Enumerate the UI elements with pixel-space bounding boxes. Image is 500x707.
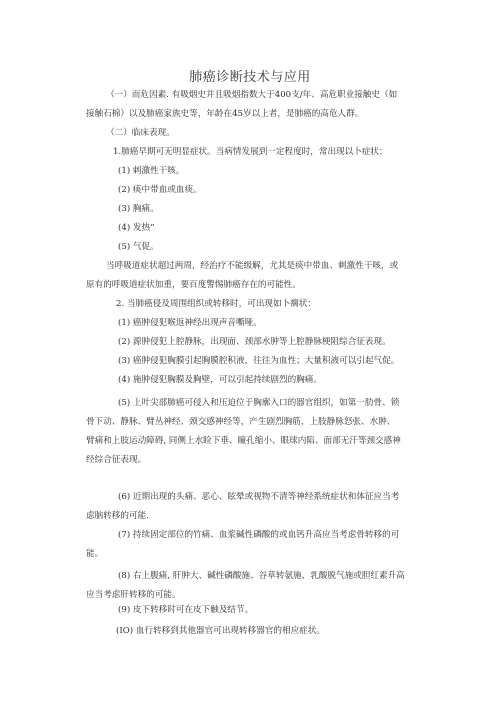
- item2-p6-line1: (6) 近期出现的头痛、恶心、眩晕或视物不清等神经系统症状和体征应当考: [118, 492, 400, 502]
- item2-p7-line1: (7) 持续固定部位的竹痛、血浆碱性磷酸的或血钙升高应当考虑骨转移的可: [118, 530, 400, 540]
- item2-p7: [86, 526, 399, 564]
- document-title: 肺癌诊断技术与应用: [189, 70, 311, 85]
- item2-p8-line2: 应当考虑肝转移的可能。: [86, 590, 181, 600]
- item2-p6-line2: 虑脑转移的可能.: [86, 511, 149, 521]
- item2-p9: (9) 皮下转移时可在皮下触及结节。: [118, 605, 254, 615]
- section1-line1: （一）而危因素. 有吸烟史并且吸烟指数大于400支/年、高危职业接触史（如: [106, 90, 398, 100]
- symptom-2: (2) 痰中带血或血痰。: [118, 185, 202, 195]
- symptom-4: (4) 发热“: [118, 223, 155, 233]
- item2-p5-line1: (5) 上叶尖部肺癌可侵入和压迫位于胸廓入口的器官组织，如第一肋骨、锁: [118, 398, 400, 408]
- item2-p10: (IO) 血行转移到其他器官可出现转移器官的相应症状。: [116, 626, 325, 636]
- item2-p8: [86, 567, 405, 605]
- item2-p4: (4) 施肿侵犯胸膜及胸壁，可以引起持续剧烈的胸痛。: [118, 375, 322, 385]
- item2-p7-line2: 能。: [86, 549, 104, 559]
- item1-note-line1: 当呼吸道症状超过两周，经治疗不能级解，尤其是痰中带血、刺激性干咳，或: [106, 261, 399, 271]
- symptom-5: (5) 气促。: [118, 242, 159, 252]
- item1-note-line2: 原有的呼吸道症状加重，要百度警惕肺癌存在的可能性。: [86, 280, 301, 290]
- item2-p5: [86, 394, 401, 470]
- symptom-1: (1) 剌激性干咳。: [118, 166, 185, 176]
- item2-p6: [86, 488, 399, 526]
- section1-line2: 接触石棉）以及肺癌家族史等，年龄在45岁以上者，是肺癌的高危人群。: [86, 109, 364, 119]
- item2-p5-line2: 骨下动、静脉、臂丛神经、颈交感神经等，产生剧烈胸筋，上肢静脉怒张、水肿、: [86, 417, 396, 427]
- section2-heading: （二）临床表现。: [106, 128, 175, 138]
- item2-p2: (2) 源肿侵犯上腔静脉，出现面、颈部水肿等上腔静脉梗阻综合征表现。: [118, 337, 391, 347]
- item2-intro: 2. 当肺癌侵及周围组织或转移时，可出现如卜瘸状：: [116, 299, 316, 309]
- item2-p8-line1: (8) 右上腹痛, 肝肿大、碱性磷酸施、谷草转氨施、乳酸脱气施或胆红素升高: [118, 571, 405, 581]
- item2-p1: (1) 癌肿侵犯喉返神经出现声音嘶哑。: [118, 318, 262, 328]
- item2-p5-line4: 经综合征表现。: [86, 455, 147, 465]
- item1-intro: 1.肺癌早期可无明显症状。当病情发展到一定程度时，常出现以卜症状：: [113, 147, 388, 157]
- symptom-3: (3) 胸痛。: [118, 204, 159, 214]
- item2-p3: (3) 癌肿侵犯胸膜引起胸膜腔积液，往往为血性；大量积液可以引起气促。: [118, 356, 400, 366]
- item2-p5-line3: 臂痛和上肢运动障碍, 同侧上水睑下垂、瞳孔缩小、眼球内陷、面部无汗等颈交感神: [86, 436, 401, 446]
